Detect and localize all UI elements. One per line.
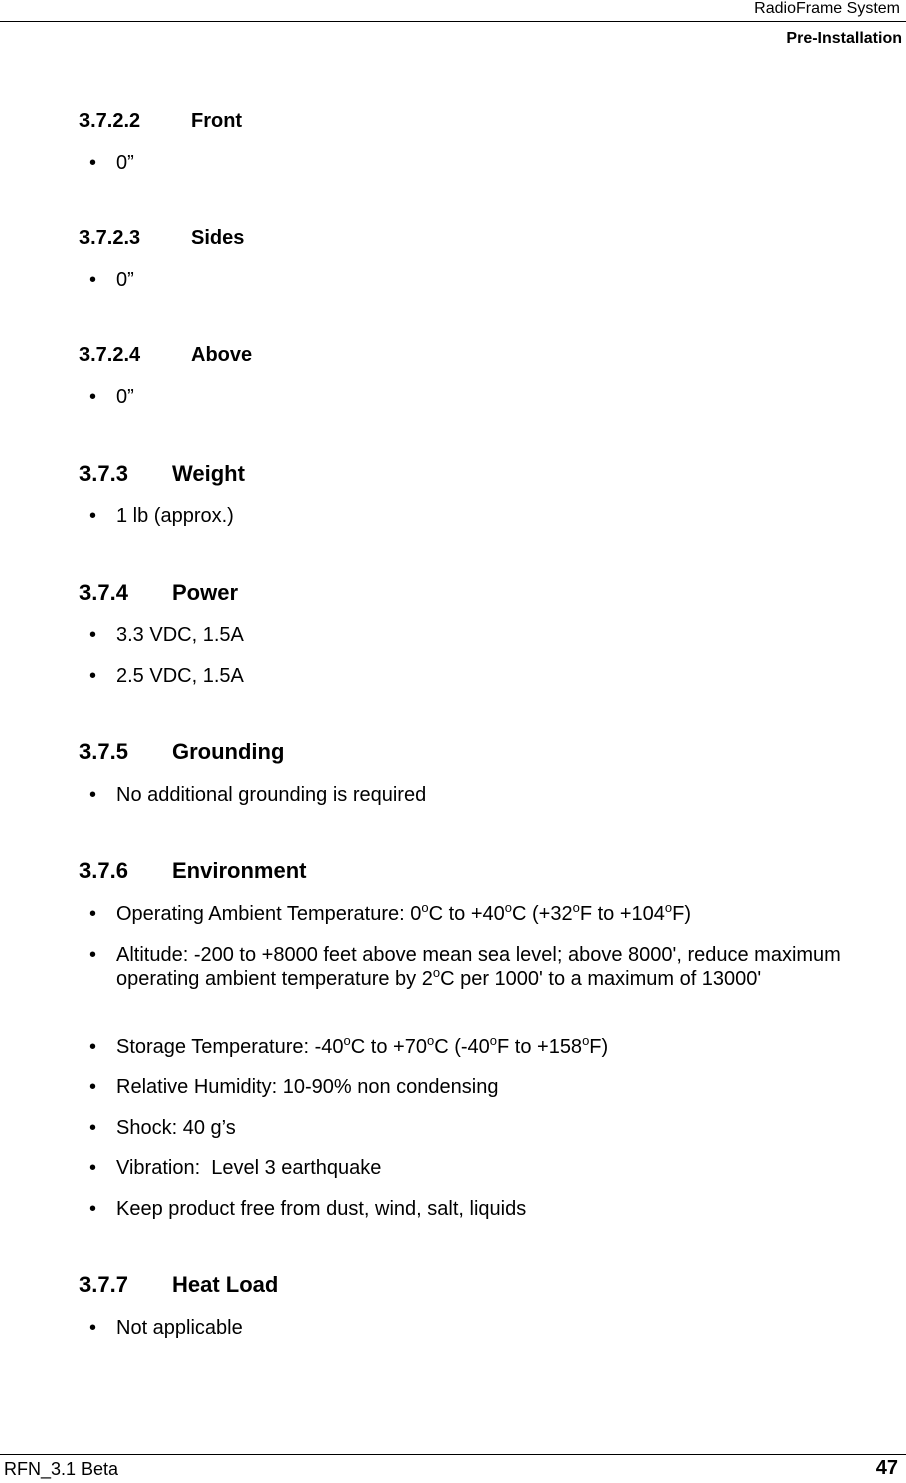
section-heading-power — [0, 580, 906, 610]
bullet-icon: • — [89, 1117, 97, 1139]
list-item-text: Vibration: Level 3 earthquake — [116, 1157, 382, 1179]
list-item-text: Keep product free from dust, wind, salt, liquids — [116, 1198, 527, 1220]
footer-doc-id: RFN_3.1 Beta — [4, 1459, 119, 1479]
section-title: Grounding — [172, 739, 285, 764]
bullet-icon: • — [89, 1157, 97, 1179]
section-number: 3.7.2.4 — [79, 344, 141, 366]
running-header-title: RadioFrame System — [754, 0, 900, 17]
section-title: Front — [191, 110, 243, 132]
bullet-icon: • — [89, 1317, 97, 1339]
bullet-icon: • — [89, 903, 97, 925]
bullet-icon: • — [89, 624, 97, 646]
section-heading-heat-load — [0, 1272, 906, 1302]
bullet-icon: • — [89, 1076, 97, 1098]
section-heading-above — [0, 344, 906, 374]
section-title: Environment — [172, 858, 307, 883]
section-heading-sides — [0, 227, 906, 257]
section-title: Heat Load — [172, 1272, 279, 1297]
list-item-text: Relative Humidity: 10-90% non condensing — [116, 1076, 499, 1098]
header-rule — [0, 21, 906, 22]
list-item-text: Not applicable — [116, 1317, 243, 1339]
list-item-text: Storage Temperature: -40$^o$C to $+70^oC$ (-40$^o$F to $+158^oF$) — [116, 1033, 609, 1058]
bullet-icon: • — [89, 1036, 97, 1058]
list-item-text: 0” — [116, 152, 134, 174]
list-item-text: 0” — [116, 269, 134, 291]
section-title: Weight — [172, 461, 245, 486]
section-number: 3.7.3 — [79, 461, 128, 486]
section-heading-front — [0, 110, 906, 140]
bullet-icon: • — [89, 152, 97, 174]
list-item-text: Shock: 40 g’s — [116, 1117, 236, 1139]
bullet-icon: • — [89, 665, 97, 687]
list-item-text: 1 lb (approx.) — [116, 505, 234, 527]
list-item-text: No additional grounding is required — [116, 784, 427, 806]
section-title: Power — [172, 580, 239, 605]
bullet-icon: • — [89, 269, 97, 291]
bullet-icon: • — [89, 505, 97, 527]
list-item-text: Altitude: -200 to +8000 feet above mean sea level; above 8000', reduce maximum operating ambient temperature by 2$^o$C per 1000' to a maximum of 13000' — [116, 944, 841, 990]
section-number: 3.7.7 — [79, 1272, 128, 1297]
section-heading-environment — [0, 858, 906, 888]
list-item-text: Operating Ambient Temperature: 0$^o$C to $+40^oC$ ($+32^oF$ to $+104^oF$) — [116, 900, 692, 925]
footer-rule — [0, 1454, 906, 1455]
bullet-icon: • — [89, 1198, 97, 1220]
list-item-text: 3.3 VDC, 1.5A — [116, 624, 244, 646]
section-title: Above — [191, 344, 253, 366]
running-header-section: Pre-Installation — [786, 30, 902, 47]
list-item-text: 2.5 VDC, 1.5A — [116, 665, 244, 687]
section-number: 3.7.2.3 — [79, 227, 141, 249]
section-title: Sides — [191, 227, 245, 249]
bullet-icon: • — [89, 944, 97, 966]
section-number: 3.7.2.2 — [79, 110, 141, 132]
section-number: 3.7.4 — [79, 580, 128, 605]
section-number: 3.7.6 — [79, 858, 128, 883]
bullet-icon: • — [89, 784, 97, 806]
page-number: 47 — [875, 1457, 898, 1479]
list-item-text: 0” — [116, 386, 134, 408]
section-number: 3.7.5 — [79, 739, 128, 764]
bullet-icon: • — [89, 386, 97, 408]
section-heading-grounding — [0, 739, 906, 769]
section-heading-weight — [0, 461, 906, 491]
